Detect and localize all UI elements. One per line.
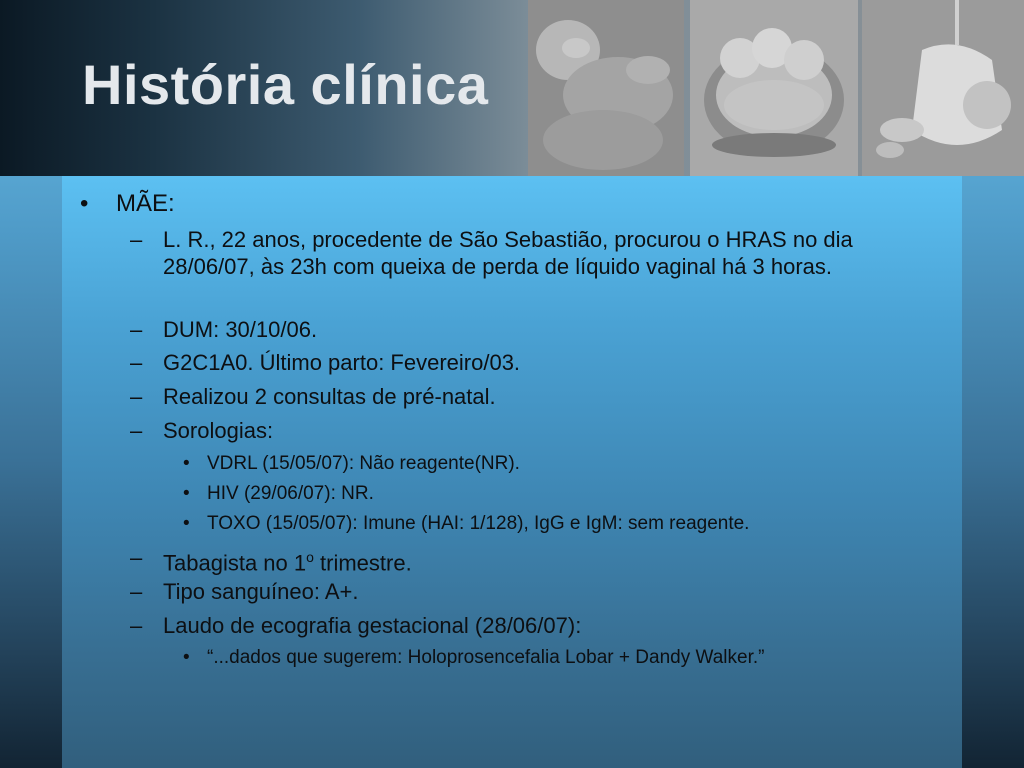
dash-bullet-icon: – <box>130 613 143 638</box>
ordinal-superscript: o <box>306 549 314 565</box>
list-item-label: Realizou 2 consultas de pré-natal. <box>163 384 496 409</box>
bullet-icon: • <box>183 453 190 474</box>
list-item-label: L. R., 22 anos, procedente de São Sebastião, procurou o HRAS no dia 28/06/07, às 23h com queixa de perda de líquido vaginal há 3 horas. <box>163 227 853 279</box>
tabagista-text-end: trimestre. <box>313 550 412 576</box>
baby-photo-sleeping <box>528 0 684 176</box>
dash-bullet-icon: – <box>130 579 143 604</box>
bullet-icon: • <box>80 190 89 217</box>
list-item-label: G2C1A0. Último parto: Fevereiro/03. <box>163 350 521 375</box>
dash-bullet-icon: – <box>130 317 143 342</box>
list-item-label: DUM: 30/10/06. <box>163 317 318 342</box>
bullet-icon: • <box>183 647 190 668</box>
list-item-label <box>163 544 412 576</box>
dash-bullet-icon: – <box>130 227 143 252</box>
dash-bullet-icon: – <box>130 545 143 570</box>
list-item-label: “...dados que sugerem: Holoprosencefalia Lobar + Dandy Walker.” <box>207 647 765 668</box>
dash-bullet-icon: – <box>130 418 143 443</box>
bullet-icon: • <box>183 483 190 504</box>
content-panel <box>62 176 962 768</box>
list-item-label: MÃE: <box>116 190 175 217</box>
babies-in-bowl-photo <box>690 0 858 176</box>
list-item-label: TOXO (15/05/07): Imune (HAI: 1/128), IgG e IgM: sem reagente. <box>207 513 750 534</box>
bullet-icon: • <box>183 513 190 534</box>
list-item-label: VDRL (15/05/07): Não reagente(NR). <box>207 453 520 474</box>
list-item-label: Laudo de ecografia gestacional (28/06/07): <box>163 613 582 638</box>
header-band <box>0 0 1024 176</box>
dash-bullet-icon: – <box>130 350 143 375</box>
baby-in-sling-photo <box>862 0 1024 176</box>
list-item-label: HIV (29/06/07): NR. <box>207 483 374 504</box>
list-item-label: Sorologias: <box>163 418 274 443</box>
tabagista-text: Tabagista no 1 <box>163 550 307 576</box>
dash-bullet-icon: – <box>130 384 143 409</box>
slide-title: História clínica <box>82 53 489 116</box>
list-item-label: Tipo sanguíneo: A+. <box>163 579 359 604</box>
